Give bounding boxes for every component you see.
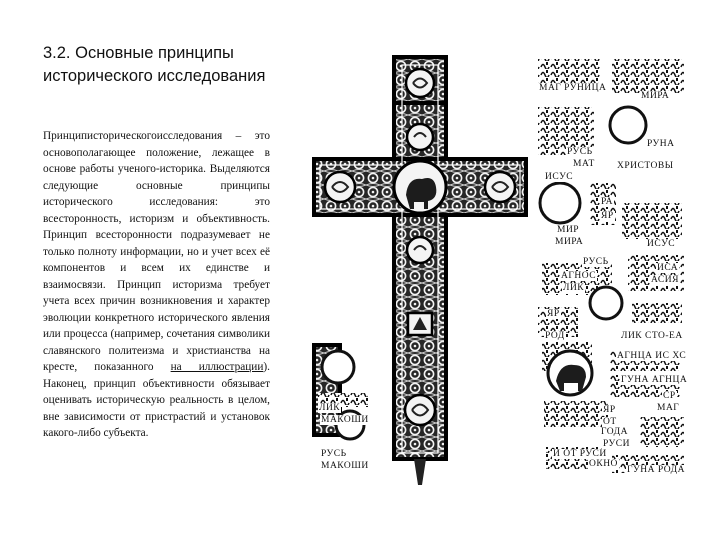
caption: МИРА [641,91,670,101]
cross-drawing [310,45,695,495]
caption: ИСУС [545,172,574,182]
caption: И ОТ РУСИ [553,449,607,459]
caption: ЯР [547,309,560,319]
caption: РУСЬ [321,449,347,459]
caption: ОТ [603,417,617,427]
caption: ГУНА РОДА [627,465,685,475]
illustration-link[interactable]: на иллюстрации [170,361,264,373]
caption: ОКНО [589,459,618,469]
caption: МИРА [555,237,584,247]
caption: ХРИСТОВЫ [617,161,674,171]
caption: ЛИК СТО-ЕА [621,331,683,341]
caption: АСИЯ [651,275,679,285]
caption: ИСА [657,263,679,273]
caption: РОД [545,331,565,341]
caption: МИР [557,225,580,235]
caption: АГНЦА ИС ХС [617,351,687,361]
caption: ЯР [601,211,614,221]
cross-illustration [310,45,695,495]
body-text-start: Принциписторическогоисследования – это основополагающее положение, лежащее в основе работы ученого-историка. Выделяются следующие основные принципы исторического исследования: это всесторонность, историзм и объективность. Принцип всесторонности подразумевает не только полноту информации, но и учет всех её компонентов и всем их единстве и взаимосвязи. Принцип историзма требует учета всех причин возникновения и характер эволюции конкретного исторического явления или процесса (например, сочетания символики славянского политеизма и христианства на кресте, показанного [43,130,270,373]
caption: СР [663,391,676,401]
caption: АГНОС [561,271,597,281]
caption: МАКОШИ [321,461,369,471]
caption: ИСУС [647,239,676,249]
body-text-end: ). Наконец, принцип объективности обязывает оценивать историческую реальность в целом, вне зависимости от пристрастий и установок какого-либо субъекта. [43,361,270,439]
caption: РА [601,197,613,207]
slide-title: 3.2. Основные принципы исторического исследования [43,44,266,85]
caption: РУСИ [603,439,630,449]
caption: ГОДА [601,427,628,437]
caption: МАГ РУНИЦА [539,83,607,93]
caption: ЛИК [319,403,341,413]
caption: МАТ [573,159,595,169]
caption: МАКОШИ [321,415,369,425]
caption: МАГ [657,403,680,413]
caption: ГУНА АГНЦА [621,375,688,385]
caption: РУНА [647,139,675,149]
caption: ЯР [603,405,616,415]
rubbing-fragments [318,59,684,473]
caption: РУСЬ [567,147,593,157]
slide-body-text [43,128,270,442]
caption: ЛИК [563,283,585,293]
caption: РУСЬ [583,257,609,267]
